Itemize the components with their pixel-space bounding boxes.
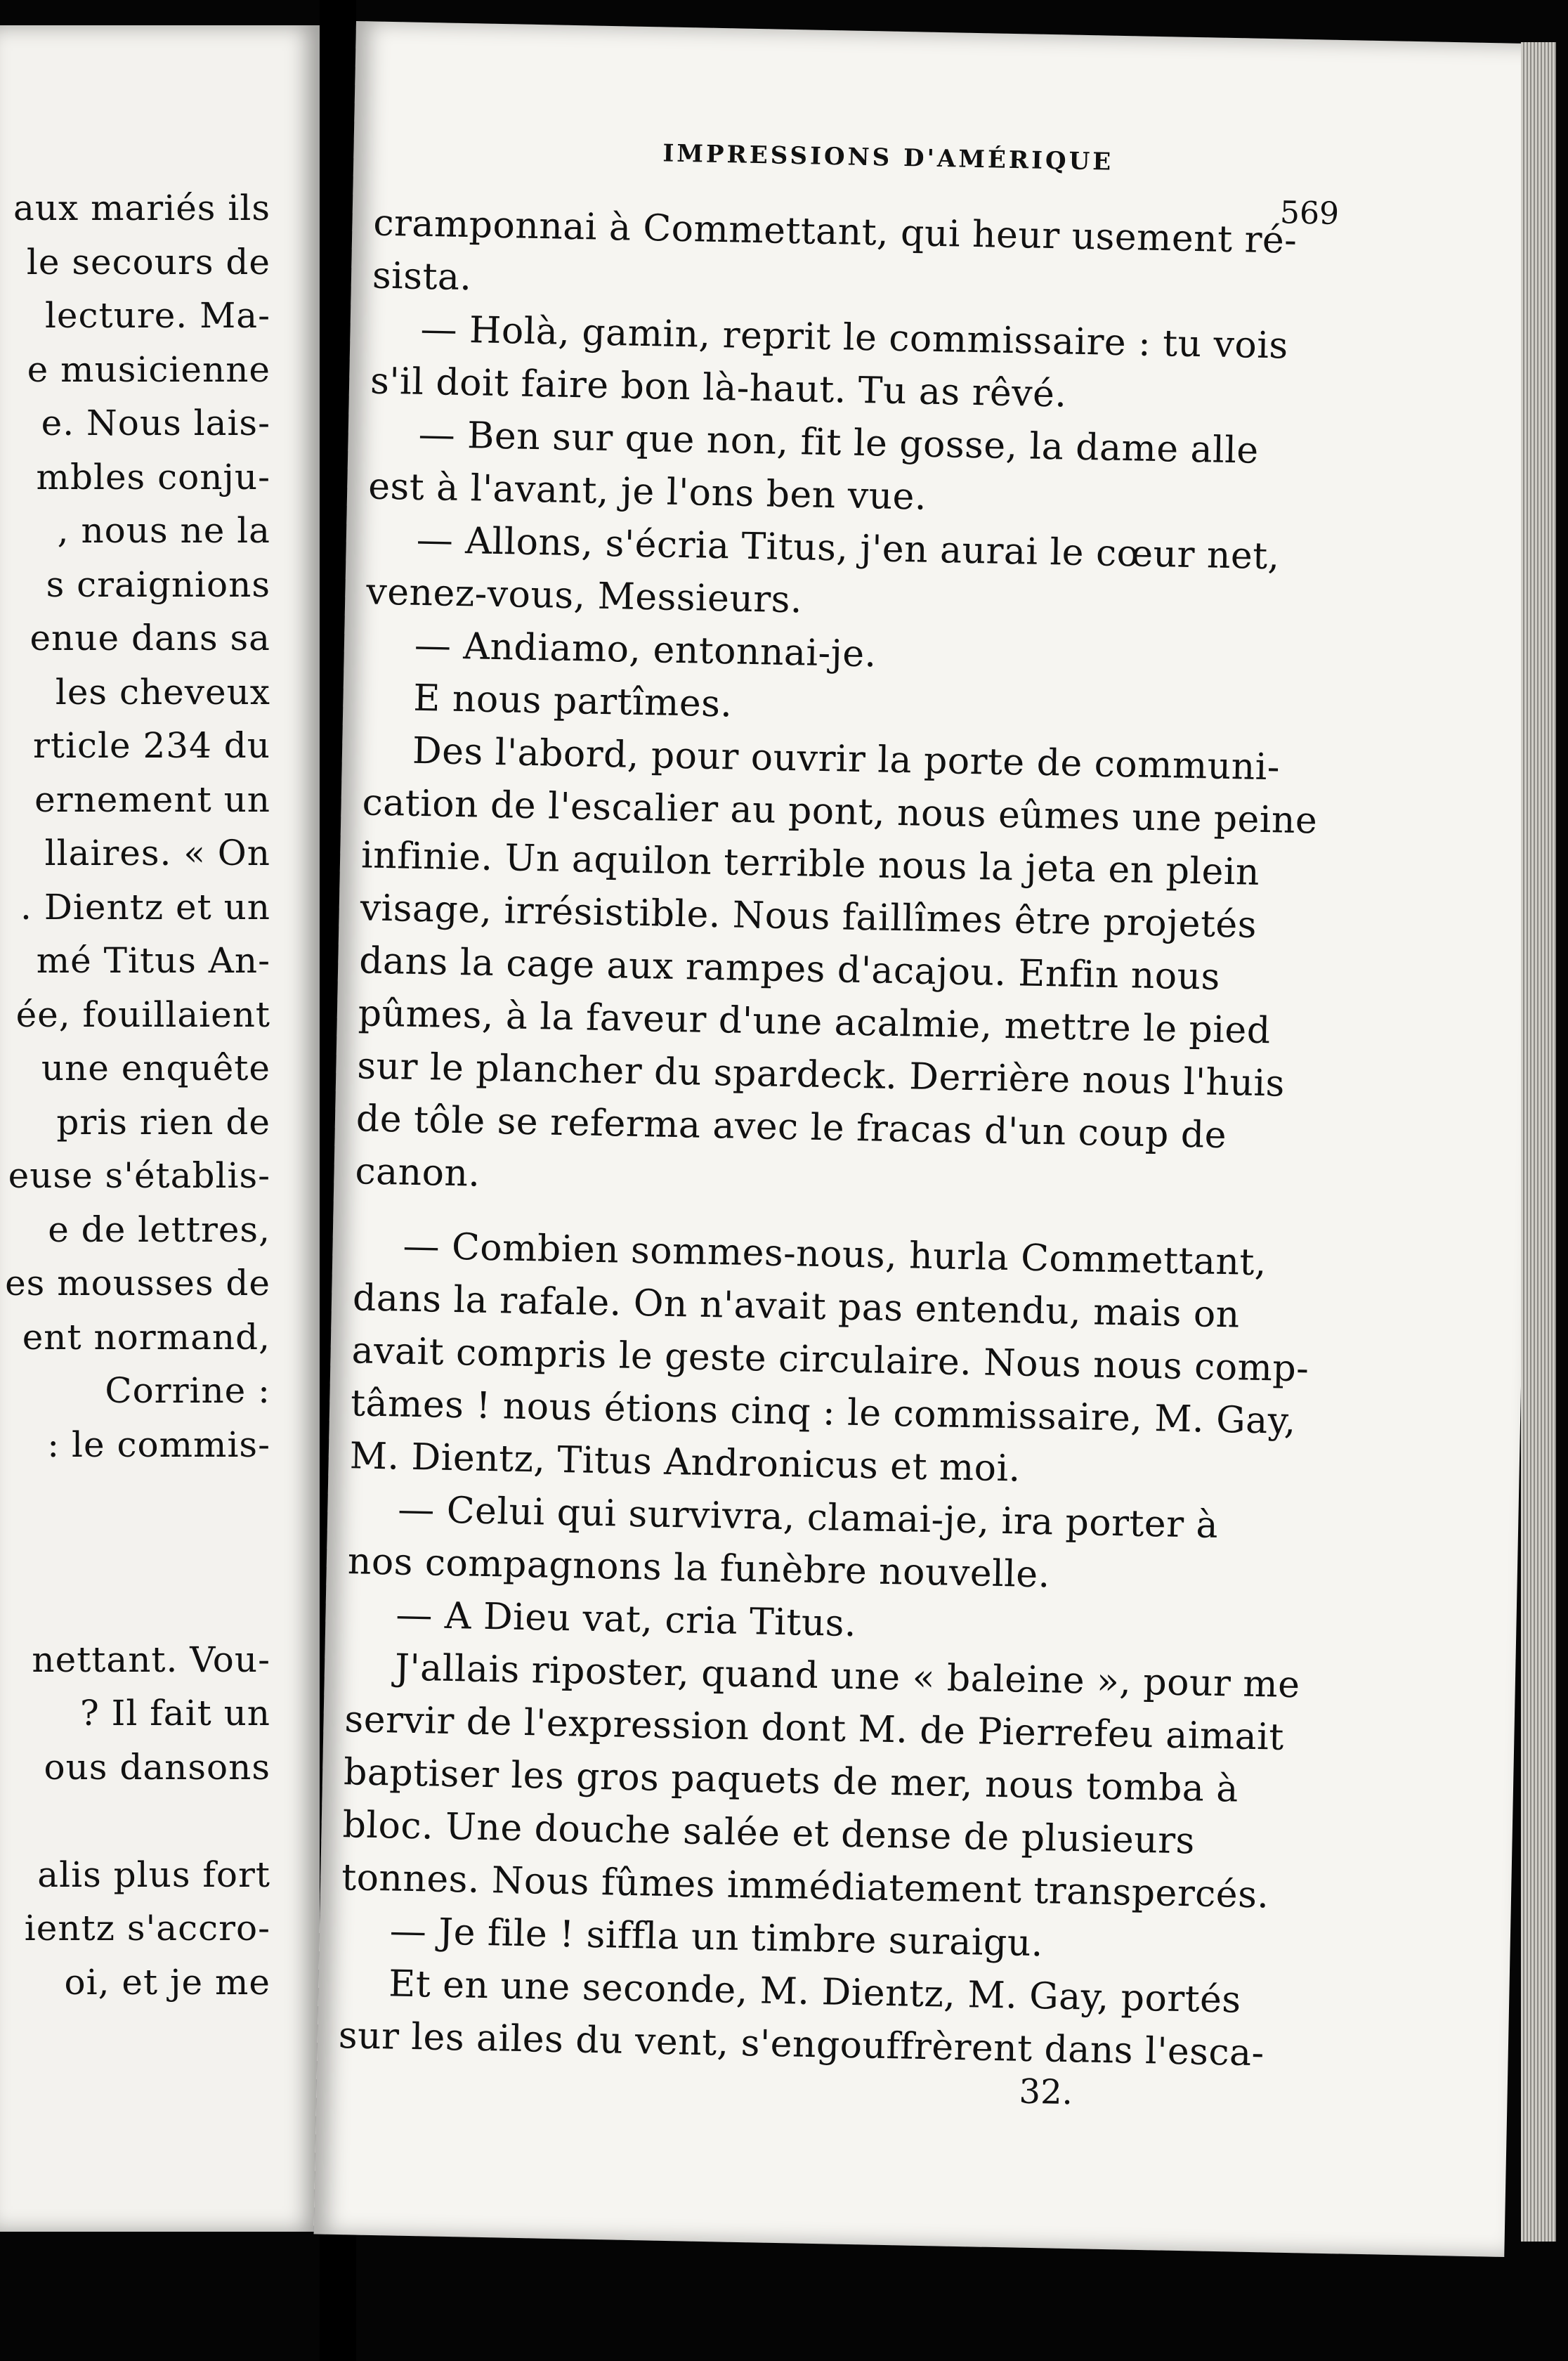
text-line: Des l'abord, pour ouvrir la porte de communi-	[412, 729, 1281, 789]
left-page-line: ernement un	[34, 779, 270, 820]
page-edges	[1521, 42, 1556, 2242]
left-page-line: oi, et je me	[64, 1961, 270, 2003]
left-page-line: rticle 234 du	[33, 725, 270, 766]
text-line: dans la rafale. On n'avait pas entendu, mais on	[352, 1277, 1241, 1336]
left-page-line: . Dientz et un	[20, 886, 270, 928]
left-page-line: s craignions	[46, 564, 270, 605]
text-line: de tôle se referma avec le fracas d'un coup de	[355, 1098, 1227, 1157]
left-page-line: Corrine :	[105, 1370, 270, 1411]
left-page-line: e. Nous lais-	[41, 403, 270, 443]
page-number: 569	[1279, 195, 1340, 232]
left-page-line: e musicienne	[27, 349, 270, 390]
left-page-line: aux mariés ils	[13, 188, 270, 228]
body-text	[338, 197, 1318, 2081]
text-line: dans la cage aux rampes d'acajou. Enfin nous	[358, 939, 1221, 999]
text-line: pûmes, à la faveur d'une acalmie, mettre le pied	[358, 992, 1272, 1053]
text-line: tâmes ! nous étions cinq : le commissaire, M. Gay,	[350, 1382, 1297, 1443]
text-line: servir de l'expression dont M. de Pierrefeu aimait	[344, 1698, 1285, 1759]
text-line: baptiser les gros paquets de mer, nous tomba à	[343, 1751, 1239, 1811]
right-page	[314, 21, 1547, 2257]
left-page-line: pris rien de	[56, 1101, 270, 1143]
text-line: — Allons, s'écria Titus, j'en aurai le cœur net,	[416, 519, 1281, 578]
text-line: cramponnai à Commettant, qui heur usement ré-	[372, 202, 1298, 262]
text-line: avait compris le geste circulaire. Nous nous comp-	[351, 1329, 1309, 1391]
left-page-line: llaires. « On	[44, 833, 270, 873]
left-page-line: ée, fouillaient	[15, 994, 270, 1035]
left-page-line: lecture. Ma-	[44, 295, 270, 336]
left-page-line: alis plus fort	[37, 1854, 270, 1895]
left-page-line: ientz s'accro-	[24, 1908, 270, 1949]
text-line: tonnes. Nous fûmes immédiatement transpercés.	[341, 1856, 1269, 1917]
text-line: Et en une seconde, M. Dientz, M. Gay, portés	[388, 1963, 1242, 2022]
text-line: infinie. Un aquilon terrible nous la jeta en plein	[360, 834, 1260, 894]
left-page-line: ous dansons	[44, 1746, 270, 1788]
text-line: venez-vous, Messieurs.	[365, 571, 803, 622]
text-line: nos compagnons la funèbre nouvelle.	[347, 1540, 1051, 1596]
text-line: bloc. Une douche salée et dense de plusieurs	[342, 1804, 1196, 1863]
text-line: canon.	[354, 1150, 481, 1195]
left-page-line: une enquête	[41, 1048, 270, 1088]
left-page	[0, 25, 320, 2232]
text-line: sista.	[372, 254, 473, 299]
text-line: — Holà, gamin, reprit le commissaire : tu vois	[420, 308, 1289, 368]
left-page-line: mbles conju-	[36, 456, 270, 497]
text-line: J'allais riposter, quand une « baleine », pour me	[394, 1646, 1301, 1707]
text-line: — Je file ! siffla un timbre suraigu.	[389, 1910, 1044, 1965]
left-page-line: enue dans sa	[30, 618, 270, 658]
text-line: s'il doit faire bon là-haut. Tu as rêvé.	[370, 360, 1068, 416]
text-line: — A Dieu vat, cria Titus.	[395, 1594, 857, 1646]
text-line: sur les ailes du vent, s'engouffrèrent dans l'esca-	[338, 2015, 1265, 2075]
left-page-line: mé Titus An-	[36, 940, 270, 981]
text-line: — Andiamo, entonnai-je.	[414, 624, 877, 676]
left-page-line: es mousses de	[5, 1263, 270, 1303]
left-page-line: e de lettres,	[48, 1209, 270, 1250]
left-page-line: ent normand,	[22, 1316, 270, 1358]
left-page-line: le secours de	[26, 241, 270, 282]
signature-mark: 32.	[1019, 2071, 1073, 2113]
left-page-line: : le commis-	[47, 1424, 270, 1465]
text-line: sur le plancher du spardeck. Derrière nous l'huis	[356, 1045, 1286, 1105]
text-line: M. Dientz, Titus Andronicus et moi.	[349, 1435, 1021, 1490]
text-line: — Combien sommes-nous, hurla Commettant,	[402, 1225, 1267, 1284]
running-head: IMPRESSIONS D'AMÉRIQUE	[662, 139, 1114, 176]
text-line: — Ben sur que non, fit le gosse, la dame alle	[418, 413, 1260, 472]
left-page-line: ? Il fait un	[79, 1693, 270, 1734]
text-line: cation de l'escalier au pont, nous eûmes une peine	[362, 781, 1318, 843]
left-page-line: euse s'établis-	[8, 1155, 270, 1196]
left-page-line: les cheveux	[55, 671, 270, 713]
text-line: — Celui qui survivra, clamai-je, ira porter à	[397, 1488, 1219, 1547]
left-page-line: , nous ne la	[57, 510, 270, 551]
text-line: E nous partîmes.	[412, 677, 733, 726]
left-page-line: nettant. Vou-	[32, 1639, 270, 1680]
text-line: est à l'avant, je l'ons ben vue.	[367, 465, 927, 519]
text-line: visage, irrésistible. Nous faillîmes être projetés	[360, 887, 1257, 947]
